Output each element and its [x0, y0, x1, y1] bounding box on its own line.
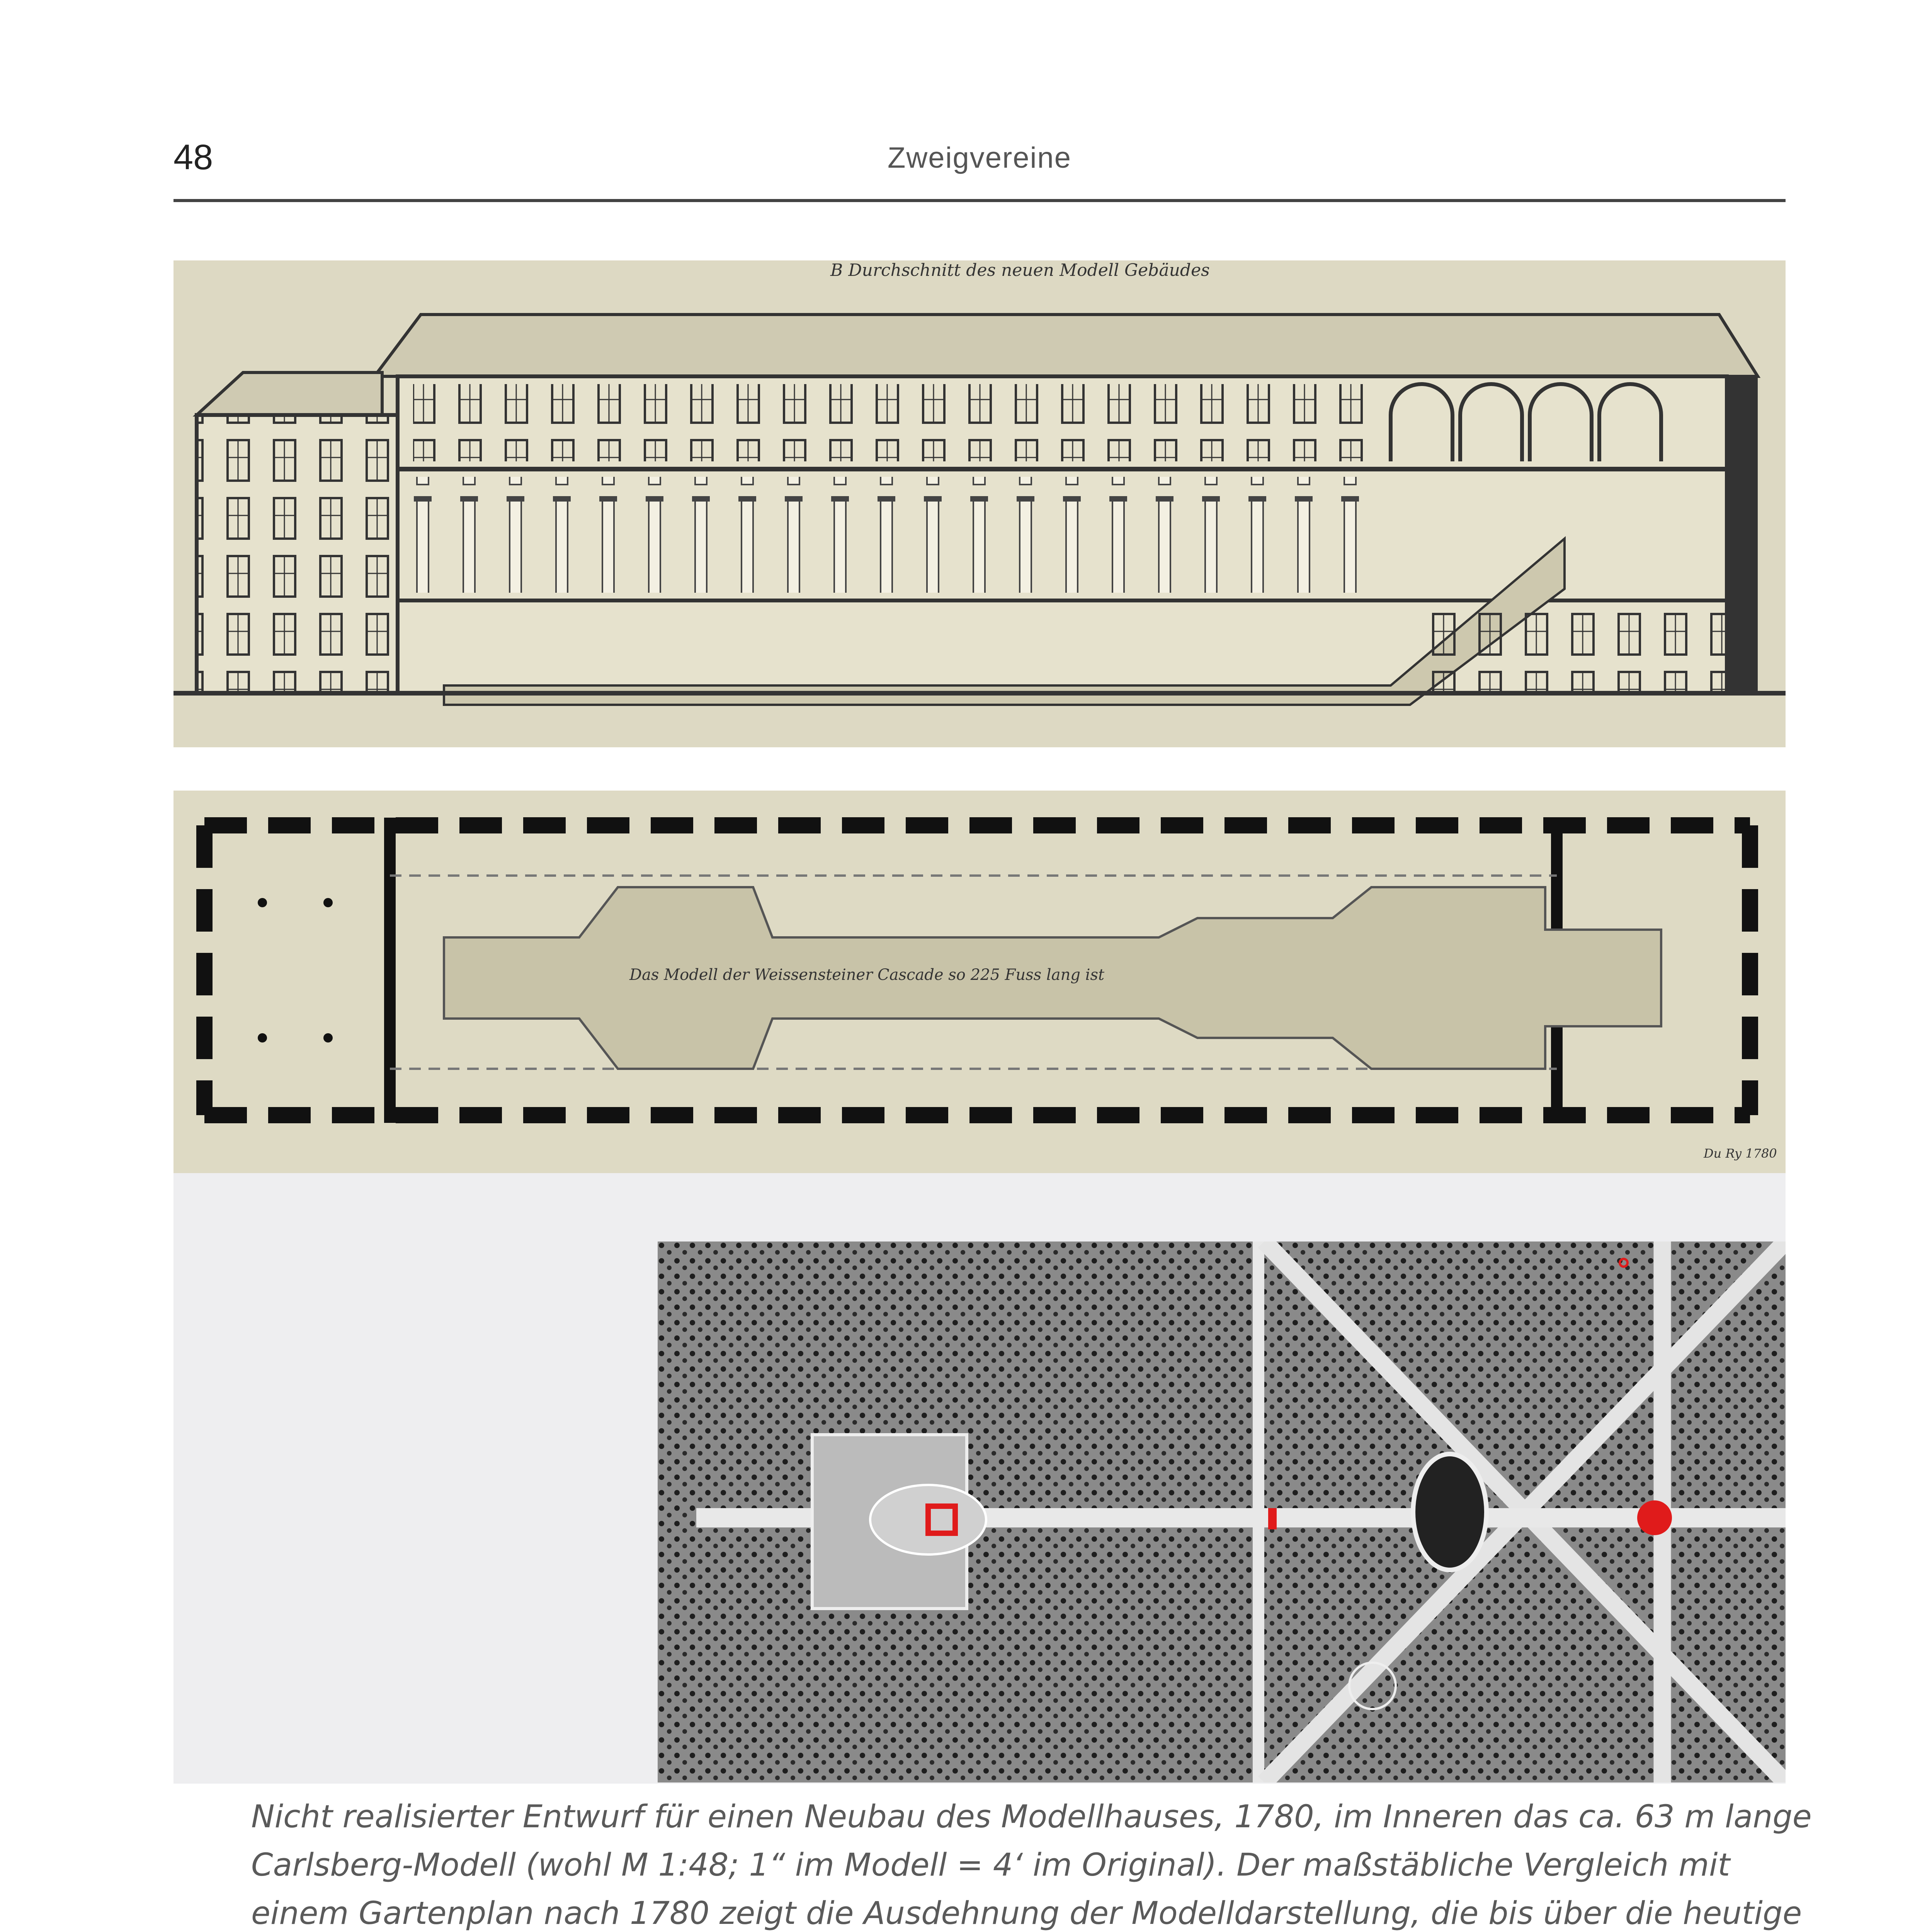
floor-plan-drawing — [173, 791, 1786, 1173]
caption-line: Carlsberg-Modell (wohl M 1:48; 1“ im Modell = 4‘ im Original). Der maßstäbliche Vergleich mit — [251, 1847, 1730, 1883]
garden-plan-svg — [658, 1242, 1786, 1782]
page-header — [173, 137, 1786, 202]
page-number: 48 — [173, 138, 213, 177]
section-drawing-svg — [173, 260, 1786, 747]
figure-caption — [251, 1793, 1812, 1932]
section-drawing — [173, 260, 1786, 747]
garden-plan-image — [658, 1242, 1786, 1782]
caption-line: einem Gartenplan nach 1780 zeigt die Ausdehnung der Modelldarstellung, die bis über die heutige — [251, 1895, 1802, 1932]
running-head: Zweigvereine — [888, 141, 1071, 174]
plan-label: Das Modell der Weissensteiner Cascade so 225 Fuss lang ist — [629, 966, 1105, 984]
section-label: B Durchschnitt des neuen Modell Gebäudes — [830, 260, 1210, 280]
floor-plan-svg — [173, 791, 1786, 1173]
caption-line: Nicht realisierter Entwurf für einen Neubau des Modellhauses, 1780, im Inneren das ca. 63 m lange — [251, 1799, 1812, 1835]
plan-signature: Du Ry 1780 — [1704, 1146, 1777, 1161]
